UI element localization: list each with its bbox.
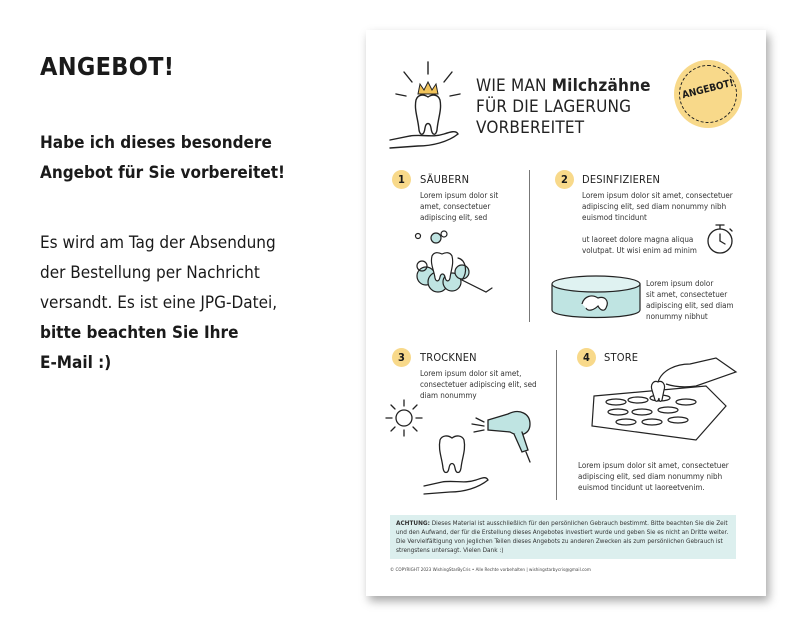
divider-vertical-top: [529, 170, 530, 322]
infographic-sheet: [366, 30, 766, 596]
step-2-number: 2: [555, 170, 574, 189]
storage-tray-icon: [586, 356, 742, 448]
step-4-title: STORE: [604, 351, 639, 364]
offer-description: Es wird am Tag der Absendung der Bestellung per Nachricht versandt. Es ist eine JPG-Datei, bitte beachten Sie Ihre E-Mail :): [40, 233, 278, 373]
step-4-number: 4: [577, 348, 596, 367]
notice-text: Dieses Material ist ausschließlich für den persönlichen Gebrauch bestimmt. Bitte beachten Sie die Zeit und den Aufwand, der für die Erstellung dieses Angebotes investiert wurde und geben Sie es nicht an Dritte weiter. Die Vervielfältigung von jeglichen Teilen dieses Angebots zu anderen Zwecken als zum persönlichen Gebrauch ist strengstens untersagt. Vielen Dank :): [396, 519, 729, 554]
stopwatch-icon: [704, 222, 736, 256]
step-2-text-b: ut laoreet dolore magna aliqua volutpat. Ut wisi enim ad minim: [582, 235, 697, 255]
offer-intro: Habe ich dieses besondere Angebot für Sie vorbereitet!: [40, 133, 285, 183]
step-3-number: 3: [392, 348, 411, 367]
sun-icon: [384, 398, 424, 438]
notice-box: [390, 515, 736, 559]
notice-label: ACHTUNG:: [396, 519, 430, 527]
washing-tooth-icon: [406, 228, 496, 308]
step-3-text: Lorem ipsum dolor sit amet, consectetuer adipiscing elit, sed diam nonummy: [420, 369, 537, 400]
hair-dryer-icon: [470, 400, 546, 464]
step-1-text: Lorem ipsum dolor sit amet, consectetuer adipiscing elit, sed: [420, 191, 499, 222]
disinfect-bowl-icon: [548, 270, 644, 326]
step-1-title: SÄUBERN: [420, 173, 470, 186]
step-2-text-c: Lorem ipsum dolor sit amet, consectetuer adipiscing elit, sed diam nonummy nibhut: [646, 279, 734, 321]
offer-badge: ANGEBOT!: [674, 60, 742, 128]
step-4-text: Lorem ipsum dolor sit amet, consectetuer adipiscing elit, sed diam nonummy nibh euismod tincidunt ut laoreetvenim.: [578, 461, 729, 492]
tooth-crown-hand-icon: [388, 60, 468, 150]
step-2-text-a: Lorem ipsum dolor sit amet, consectetuer adipiscing elit, sed diam nonummy nibh euismod tincidunt: [582, 191, 733, 222]
offer-heading: ANGEBOT!: [40, 52, 175, 81]
step-2-title: DESINFIZIEREN: [582, 173, 661, 186]
sheet-title: WIE MAN Milchzähne FÜR DIE LAGERUNG VORBEREITET: [476, 76, 651, 138]
step-1-number: 1: [392, 170, 411, 189]
copyright-line: © COPYRIGHT 2023 WishingStarByCris • Alle Rechte vorbehalten | wishingstarbycris@gmail.com: [390, 568, 591, 573]
step-3-title: TROCKNEN: [420, 351, 477, 364]
divider-vertical-bottom: [556, 350, 557, 500]
